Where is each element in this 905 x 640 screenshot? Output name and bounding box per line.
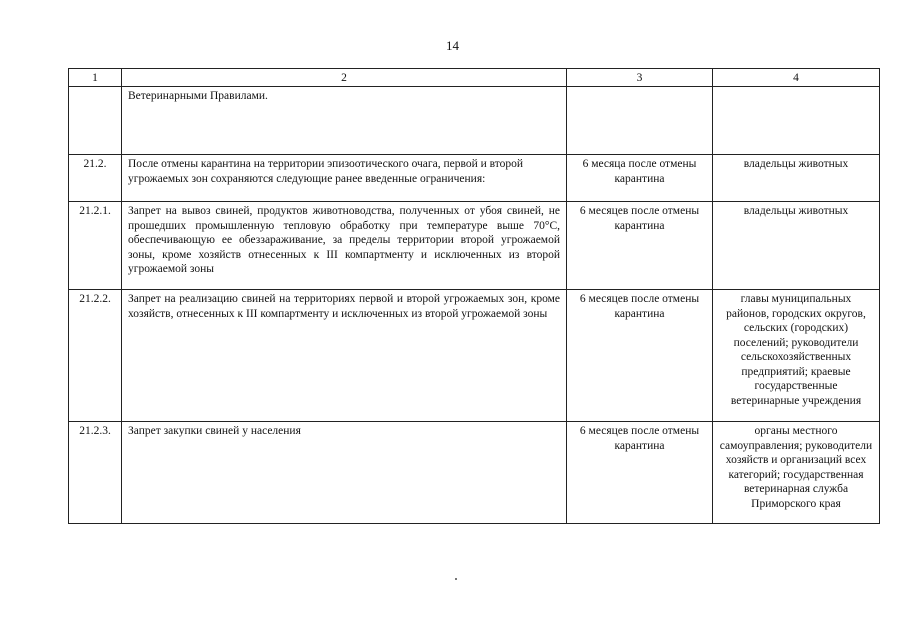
row-number: 21.2.3. [69,422,122,524]
responsible-text: главы муниципальных районов, городских округов, сельских (городских) поселений; руководители сельскохозяйственных предприятий; краевые государственные ветеринарные учреждения [713,290,880,422]
measure-text: Запрет на вывоз свиней, продуктов животноводства, полученных от убоя свиней, не прошедших промышленную тепловую обработку при температуре выше 70°С, обеспечивающую ее обеззараживание, за пределы территории второй угрожаемой зоны, кроме хозяйств отнесенных к III компартменту и исключенных из второй угрожаемой зоны [122,202,567,290]
term-text: 6 месяцев после отмены карантина [567,202,713,290]
measure-text: Ветеринарными Правилами. [122,87,567,155]
column-header-2: 2 [122,69,567,87]
table-row [69,202,880,290]
column-header-3: 3 [567,69,713,87]
page-number: 14 [446,38,459,53]
row-number [69,87,122,155]
table-row [69,422,880,524]
table-header-row [69,69,880,87]
table-row [69,290,880,422]
table-row [69,87,880,155]
measure-text: Запрет на реализацию свиней на территориях первой и второй угрожаемых зон, кроме хозяйств, отнесенных к III компартменту и исключенных из второй угрожаемой зоны [122,290,567,422]
row-number: 21.2.2. [69,290,122,422]
document-table [68,68,880,524]
scan-speck [455,578,457,580]
responsible-text: владельцы животных [713,202,880,290]
measure-text: Запрет закупки свиней у населения [122,422,567,524]
responsible-text: владельцы животных [713,155,880,202]
term-text: 6 месяцев после отмены карантина [567,290,713,422]
row-number: 21.2.1. [69,202,122,290]
column-header-1: 1 [69,69,122,87]
table-row [69,155,880,202]
responsible-text: органы местного самоуправления; руководители хозяйств и организаций всех категорий; государственная ветеринарная служба Приморского края [713,422,880,524]
term-text: 6 месяца после отмены карантина [567,155,713,202]
measure-text: После отмены карантина на территории эпизоотического очага, первой и второй угрожаемых зон сохраняются следующие ранее введенные ограничения: [122,155,567,202]
term-text: 6 месяцев после отмены карантина [567,422,713,524]
column-header-4: 4 [713,69,880,87]
responsible-text [713,87,880,155]
term-text [567,87,713,155]
row-number: 21.2. [69,155,122,202]
